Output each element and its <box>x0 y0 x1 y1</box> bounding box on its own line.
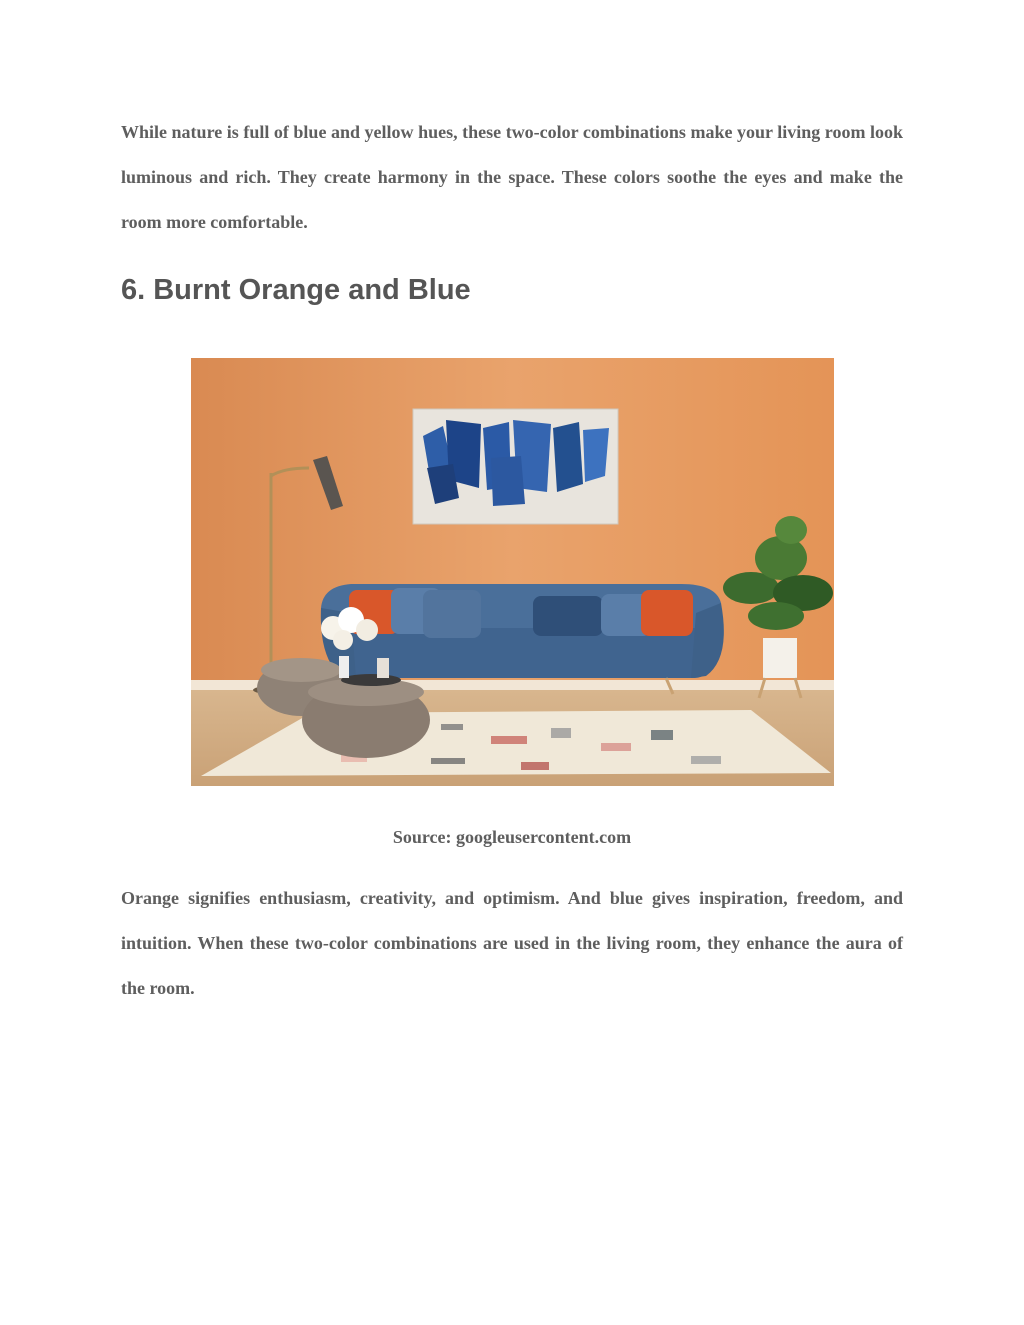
intro-paragraph: While nature is full of blue and yellow hues, these two-color combinations make your living room look luminous and rich. They create harmony in the space. These colors soothe the eyes and make the room more comfortable. <box>121 122 903 232</box>
body-paragraph: Orange signifies enthusiasm, creativity, and optimism. And blue gives inspiration, freedom, and intuition. When these two-color combinations are used in the living room, they enhance the aura of the room. <box>121 888 903 998</box>
image-caption: Source: googleusercontent.com <box>392 827 632 847</box>
living-room-photo <box>191 358 834 786</box>
section-heading: 6. Burnt Orange and Blue <box>121 274 471 306</box>
